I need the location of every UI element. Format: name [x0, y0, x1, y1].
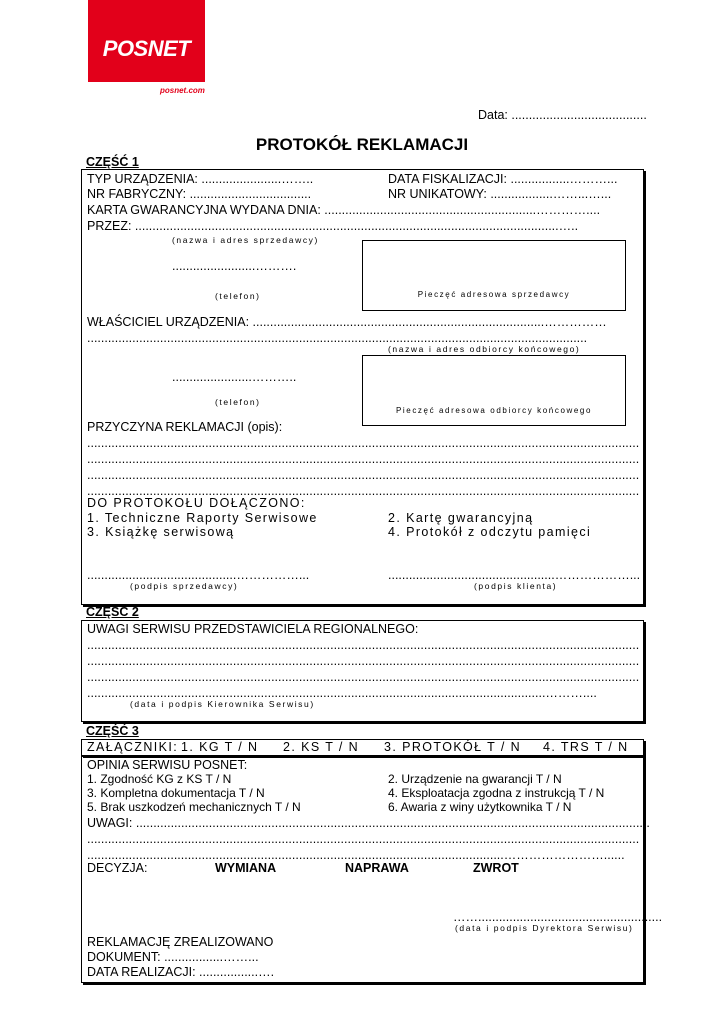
- serial-number-field[interactable]: NR FABRYCZNY: ...................................: [87, 187, 312, 201]
- manager-signature-caption: (data i podpis Kierownika Serwisu): [130, 699, 315, 709]
- complaint-line[interactable]: ...............................................................................................................................................................: [87, 436, 640, 450]
- owner-name-caption: (nazwa i adres odbiorcy końcowego): [388, 344, 581, 354]
- warranty-card-field[interactable]: KARTA GWARANCYJNA WYDANA DNIA: .............................................................…………....: [87, 203, 601, 217]
- opinion-item[interactable]: 2. Urządzenie na gwarancji T / N: [388, 772, 562, 786]
- owner-stamp-box: [362, 355, 626, 426]
- owner-stamp-caption: Pieczęć adresowa odbiorcy końcowego: [395, 406, 593, 415]
- director-signature-caption: (data i podpis Dyrektora Serwisu): [455, 923, 634, 933]
- fiscal-date-field[interactable]: DATA FISKALIZACJI: .................………...: [388, 172, 618, 186]
- client-signature-caption: (podpis klienta): [474, 581, 558, 591]
- director-signature-line[interactable]: …….....................................................: [453, 910, 663, 924]
- part1-heading: CZĘŚĆ 1: [86, 155, 139, 169]
- device-type-field[interactable]: TYP URZĄDZENIA: .......................……..: [87, 172, 314, 186]
- date-field[interactable]: Data: .......................................: [478, 108, 647, 122]
- seller-stamp-box: [362, 240, 626, 311]
- seller-signature-caption: (podpis sprzedawcy): [130, 581, 239, 591]
- opinion-item[interactable]: 4. Eksploatacja zgodna z instrukcją T / N: [388, 786, 605, 800]
- opinion-item[interactable]: 5. Brak uszkodzeń mechanicznych T / N: [87, 800, 301, 814]
- regional-remarks-line[interactable]: ...............................................................................................................................................................: [87, 654, 640, 668]
- opinion-item[interactable]: 1. Zgodność KG z KS T / N: [87, 772, 232, 786]
- complaint-line[interactable]: ...............................................................................................................................................................: [87, 468, 640, 482]
- attached-item: 1. Techniczne Raporty Serwisowe: [87, 511, 318, 525]
- opinion-heading: OPINIA SERWISU POSNET:: [87, 758, 248, 772]
- logo-text: POSNET: [102, 36, 191, 61]
- regional-remarks-line[interactable]: ...............................................................................................................................................................: [87, 638, 640, 652]
- owner-phone-caption: (telefon): [215, 397, 261, 407]
- regional-remarks-line[interactable]: ....................................................................................................................................………....: [87, 686, 597, 700]
- attached-item: 4. Protokół z odczytu pamięci: [388, 525, 592, 539]
- regional-remarks-line[interactable]: ...............................................................................................................................................................: [87, 670, 640, 684]
- part2-heading: CZĘŚĆ 2: [86, 605, 139, 619]
- owner-phone-field[interactable]: .......................………..: [172, 370, 297, 384]
- seller-phone-field[interactable]: ........................……….: [172, 259, 297, 273]
- opinion-item[interactable]: 3. Kompletna dokumentacja T / N: [87, 786, 265, 800]
- complaint-reason-label: PRZYCZYNA REKLAMACJI (opis):: [87, 420, 283, 434]
- seller-stamp-caption: Pieczęć adresowa sprzedawcy: [417, 290, 571, 299]
- completed-label: REKLAMACJĘ ZREALIZOWANO: [87, 935, 274, 949]
- attachment-protocol[interactable]: 3. PROTOKÓŁ T / N: [384, 740, 522, 754]
- client-signature-line[interactable]: ................................................………………...: [388, 568, 641, 582]
- page-title: PROTOKÓŁ REKLAMACJI: [255, 135, 469, 154]
- attached-item: 3. Książkę serwisową: [87, 525, 235, 539]
- regional-remarks-label: UWAGI SERWISU PRZEDSTAWICIELA REGIONALNEGO:: [87, 622, 419, 636]
- owner-dots[interactable]: ................................................................................................................................................: [87, 331, 588, 345]
- complaint-line[interactable]: ...............................................................................................................................................................: [87, 452, 640, 466]
- service-remarks-line[interactable]: ........................................................................................................................……………………......: [87, 848, 625, 862]
- seller-signature-line[interactable]: ...........................................……………...: [87, 568, 310, 582]
- complaint-line[interactable]: ...............................................................................................................................................................: [87, 484, 640, 498]
- completion-date-field[interactable]: DATA REALIZACJI: .................….: [87, 965, 275, 979]
- document-field[interactable]: DOKUMENT: .................……...: [87, 950, 259, 964]
- part3-heading: CZĘŚĆ 3: [86, 724, 139, 738]
- issued-by-field[interactable]: PRZEZ: ..........................................................................................................................…..: [87, 219, 579, 233]
- unique-number-field[interactable]: NR UNIKATOWY: ..................……...…...: [388, 187, 612, 201]
- owner-field[interactable]: WŁAŚCICIEL URZĄDZENIA: ....................................................................................……………: [87, 315, 607, 329]
- logo-url: posnet.com: [160, 86, 205, 95]
- attachment-kg[interactable]: 1. KG T / N: [181, 740, 259, 754]
- service-remarks-field[interactable]: UWAGI: ....................................................................................................................................................: [87, 816, 650, 830]
- service-remarks-line[interactable]: ...............................................................................................................................................................: [87, 832, 640, 846]
- attached-item: 2. Kartę gwarancyjną: [388, 511, 534, 525]
- attachment-ks[interactable]: 2. KS T / N: [283, 740, 360, 754]
- decision-replace[interactable]: WYMIANA: [215, 861, 277, 875]
- decision-repair[interactable]: NAPRAWA: [345, 861, 409, 875]
- attachments-label: ZAŁĄCZNIKI:: [87, 740, 179, 754]
- posnet-logo: [88, 0, 205, 82]
- seller-name-caption: (nazwa i adres sprzedawcy): [172, 235, 319, 245]
- decision-return[interactable]: ZWROT: [473, 861, 519, 875]
- attachment-trs[interactable]: 4. TRS T / N: [543, 740, 629, 754]
- opinion-item[interactable]: 6. Awaria z winy użytkownika T / N: [388, 800, 572, 814]
- seller-phone-caption: (telefon): [215, 291, 261, 301]
- decision-label: DECYZJA:: [87, 861, 148, 875]
- attached-heading: DO PROTOKOŁU DOŁĄCZONO:: [87, 496, 306, 510]
